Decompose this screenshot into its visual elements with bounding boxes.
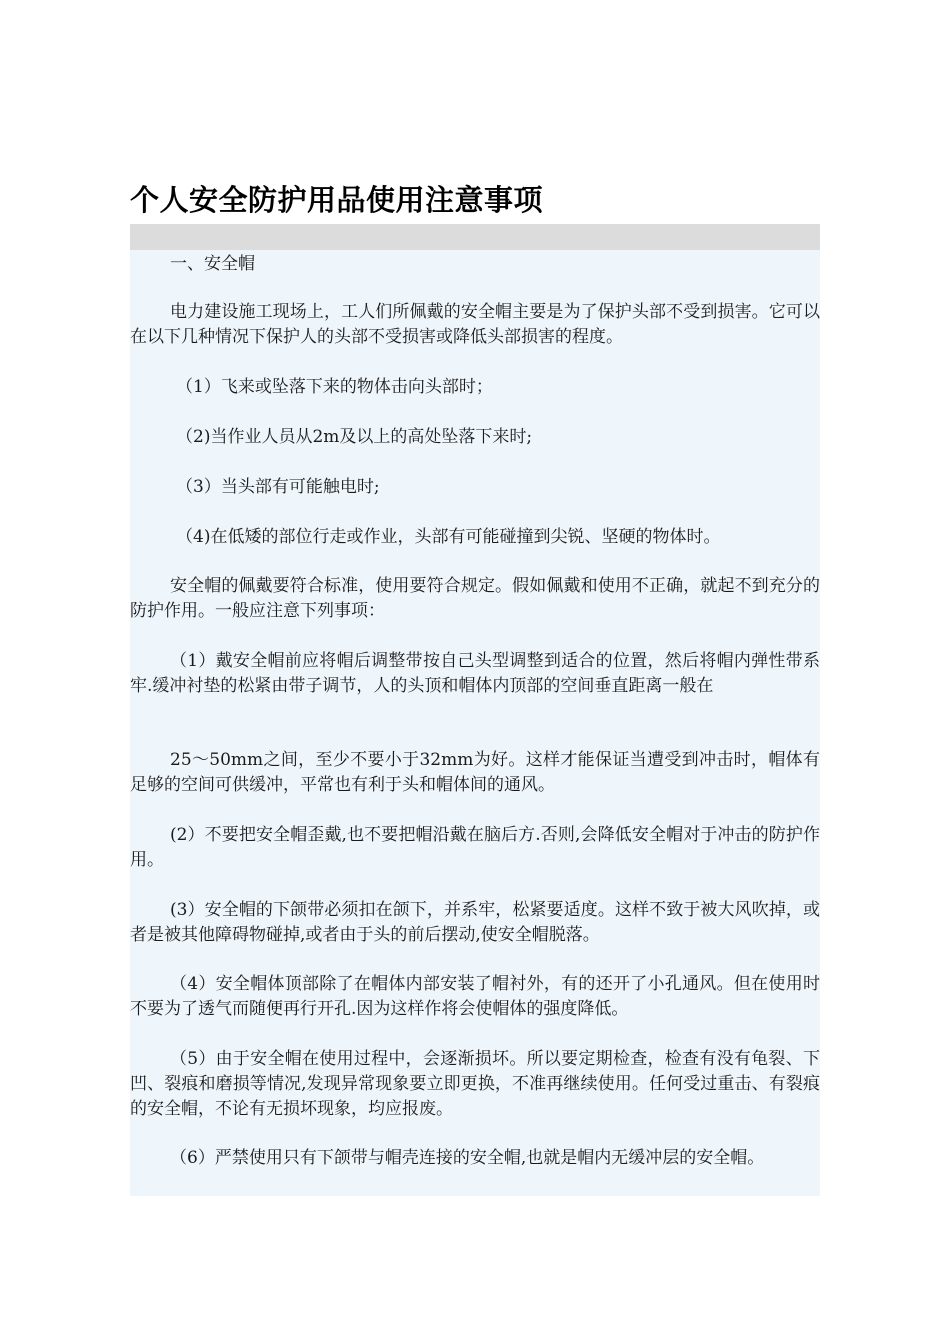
list-item: （4)在低矮的部位行走或作业，头部有可能碰撞到尖锐、坚硬的物体时。 <box>176 527 721 547</box>
list-item: （6）严禁使用只有下颌带与帽壳连接的安全帽,也就是帽内无缓冲层的安全帽。 <box>170 1148 765 1168</box>
list-item: （3）当头部有可能触电时; <box>176 477 380 497</box>
list-item: （5）由于安全帽在使用过程中，会逐渐损坏。所以要定期检查，检查有没有龟裂、下凹、裂痕和磨损等情况,发现异常现象要立即更换，不准再继续使用。任何受过重击、有裂痕的安全帽，不论有无损坏现象，均应报废。 <box>130 1049 820 1119</box>
content-panel <box>130 250 820 1196</box>
list-item: (2）不要把安全帽歪戴,也不要把帽沿戴在脑后方.否则,会降低安全帽对于冲击的防护作用。 <box>130 825 820 870</box>
list-item: （1）戴安全帽前应将帽后调整带按自己头型调整到适合的位置，然后将帽内弹性带系牢.缓冲衬垫的松紧由带子调节，人的头顶和帽体内顶部的空间垂直距离一般在 <box>130 651 820 696</box>
document-title: 个人安全防护用品使用注意事项 <box>130 183 544 217</box>
list-item: (3）安全帽的下颌带必须扣在颌下，并系牢，松紧要适度。这样不致于被大风吹掉，或者是被其他障碍物碰掉,或者由于头的前后摆动,使安全帽脱落。 <box>130 900 820 945</box>
list-item: （4）安全帽体顶部除了在帽体内部安装了帽衬外，有的还开了小孔通风。但在使用时不要为了透气而随便再行开孔.因为这样作将会使帽体的强度降低。 <box>130 974 820 1019</box>
list-item: （1）飞来或坠落下来的物体击向头部时； <box>176 377 493 397</box>
section-heading: 一、安全帽 <box>170 254 255 274</box>
header-bar <box>130 224 820 250</box>
paragraph-standard: 安全帽的佩戴要符合标准，使用要符合规定。假如佩戴和使用不正确，就起不到充分的防护作用。一般应注意下列事项： <box>130 576 820 621</box>
list-item: （2)当作业人员从2m及以上的高处坠落下来时; <box>176 427 533 447</box>
paragraph-intro: 电力建设施工现场上，工人们所佩戴的安全帽主要是为了保护头部不受到损害。它可以在以下几种情况下保护人的头部不受损害或降低头部损害的程度。 <box>130 302 820 347</box>
paragraph-continuation: 25～50mm之间，至少不要小于32mm为好。这样才能保证当遭受到冲击时，帽体有足够的空间可供缓冲，平常也有利于头和帽体间的通风。 <box>130 750 820 795</box>
